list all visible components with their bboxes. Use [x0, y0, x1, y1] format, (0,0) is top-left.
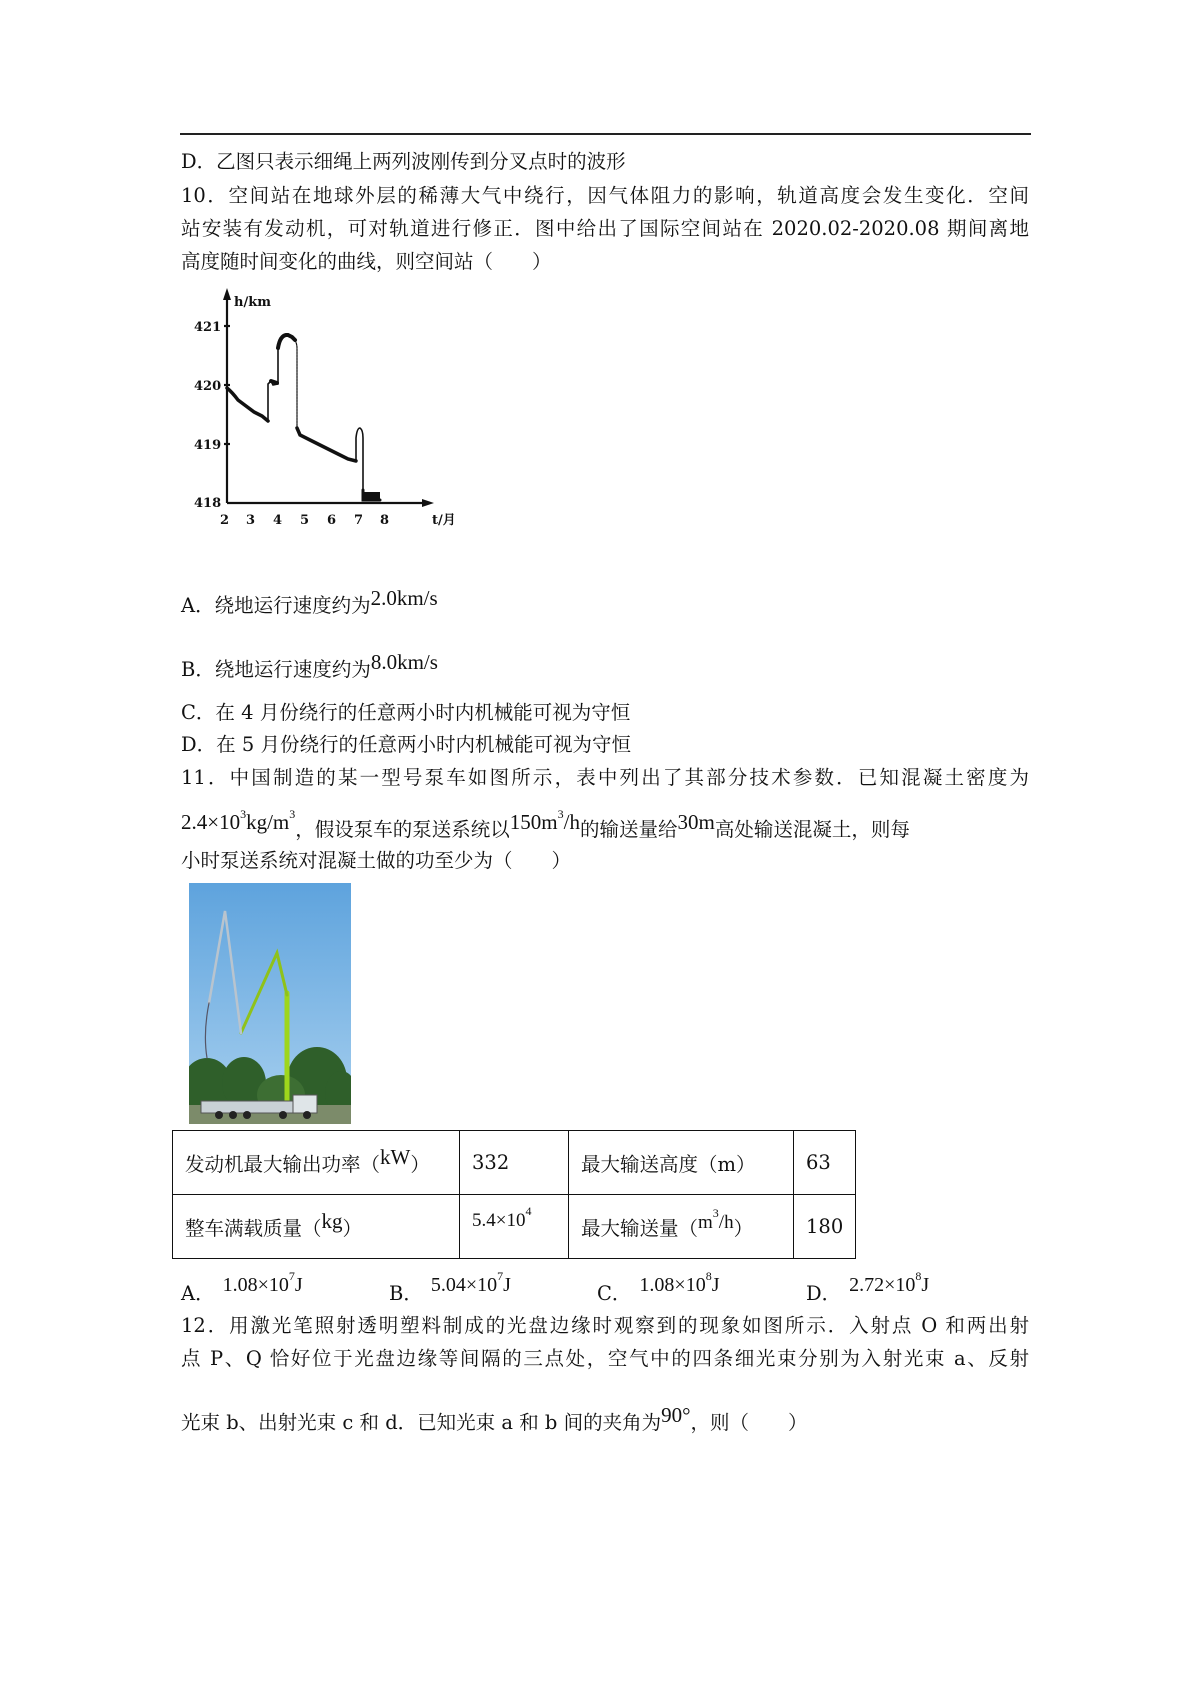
- q11-stem-line-1: 11．中国制造的某一型号泵车如图所示，表中列出了其部分技术参数．已知混凝土密度为: [181, 766, 1029, 789]
- y-tick-420: 420: [194, 379, 222, 394]
- x-tick-2: 2: [220, 513, 230, 528]
- x-tick-6: 6: [327, 513, 337, 528]
- q10-stem-line-1: 10．空间站在地球外层的稀薄大气中绕行，因气体阻力的影响，轨道高度会发生变化．空间: [181, 184, 1029, 207]
- q10-option-c: C．在 4 月份绕行的任意两小时内机械能可视为守恒: [181, 701, 631, 724]
- table-cell-full-mass-value: $5.4\times 10^4$: [460, 1195, 569, 1259]
- q11-option-d: D． $2.72\times 10^8J$: [806, 1269, 930, 1305]
- x-tick-4: 4: [273, 513, 283, 528]
- y-tick-419: 419: [194, 438, 222, 453]
- angle-value: 90°: [661, 1403, 691, 1427]
- q12-stem-line-1: 12．用激光笔照射透明塑料制成的光盘边缘时观察到的现象如图所示．入射点 O 和两出射: [181, 1314, 1029, 1337]
- q11-stem-line-3: 小时泵送系统对混凝土做的功至少为（ ）: [181, 849, 572, 872]
- flow-rate-value: $150m^3/h$: [509, 807, 580, 834]
- q12-stem-line-3: 光束 b、出射光束 c 和 d．已知光束 a 和 b 间的夹角为90°，则（ ）: [181, 1403, 808, 1434]
- table-cell-max-flow-label: 最大输送量$(m^3/h)$: [569, 1195, 794, 1259]
- table-row: [173, 1131, 856, 1195]
- y-tick-418: 418: [194, 496, 222, 511]
- y-axis-label: h/km: [234, 295, 271, 310]
- x-tick-5: 5: [300, 513, 310, 528]
- q10-option-b: B．绕地运行速度约为8.0km/s: [181, 650, 438, 681]
- height-value: 30m: [677, 810, 715, 834]
- x-tick-3: 3: [246, 513, 256, 528]
- q12-stem-line-2: 点 P、Q 恰好位于光盘边缘等间隔的三点处，空气中的四条细光束分别为入射光束 a、反射: [181, 1347, 1029, 1370]
- orbit-height-graph: [180, 288, 470, 542]
- table-cell-max-flow-value: 180: [794, 1195, 856, 1259]
- q11-option-a: A． $1.08\times 10^7J$: [181, 1269, 303, 1305]
- table-cell-max-power-label: 发动机最大输出功率（kW）: [173, 1131, 460, 1195]
- q10-option-d: D．在 5 月份绕行的任意两小时内机械能可视为守恒: [181, 733, 631, 756]
- q9-option-d: D．乙图只表示细绳上两列波刚传到分叉点时的波形: [181, 150, 626, 173]
- q10-stem-line-3: 高度随时间变化的曲线，则空间站（ ）: [181, 250, 552, 273]
- y-axis-arrow: [223, 288, 231, 300]
- header-rule: [180, 133, 1031, 135]
- q11-option-c: C． $1.08\times 10^8J$: [597, 1269, 720, 1305]
- speed-value-a: 2.0km/s: [370, 586, 438, 610]
- q10-option-a: A．绕地运行速度约为2.0km/s: [181, 586, 438, 617]
- y-tick-421: 421: [194, 320, 222, 335]
- table-cell-full-mass-label: 整车满载质量（kg）: [173, 1195, 460, 1259]
- table-cell-max-height-value: 63: [794, 1131, 856, 1195]
- speed-value-b: 8.0km/s: [370, 650, 438, 674]
- x-tick-8: 8: [380, 513, 390, 528]
- table-row: [173, 1195, 856, 1259]
- x-tick-7: 7: [354, 513, 364, 528]
- height-curve: [227, 335, 380, 501]
- q11-stem-line-2: $2.4\times 10^3kg/m^3$，假设泵车的泵送系统以$150m^3/h$的输送量给30m高处输送混凝土，则每: [181, 807, 910, 841]
- table-cell-max-power-value: 332: [460, 1131, 569, 1195]
- q10-stem-line-2: 站安装有发动机，可对轨道进行修正．图中给出了国际空间站在 2020.02-2020.08 期间离地: [181, 217, 1029, 240]
- q11-option-b: B． $5.04\times 10^7J$: [389, 1269, 511, 1305]
- x-axis-label: t/月: [432, 513, 456, 528]
- x-axis-arrow: [422, 499, 434, 507]
- pump-truck-photo: [189, 883, 351, 1124]
- density-value: $2.4\times 10^3kg/m^3$: [181, 807, 296, 834]
- table-cell-max-height-label: 最大输送高度（m）: [569, 1131, 794, 1195]
- pump-truck-spec-table: [172, 1130, 856, 1259]
